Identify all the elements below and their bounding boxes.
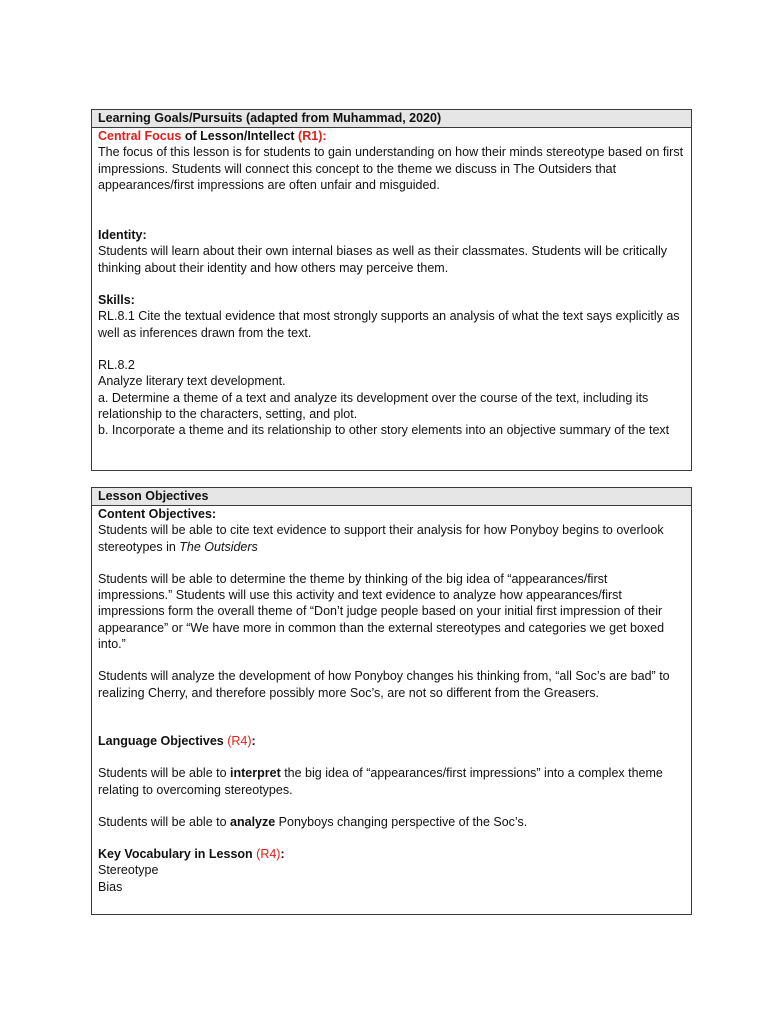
vocab-item: Stereotype (98, 863, 159, 878)
language-objectives-heading (98, 733, 685, 749)
skill-rl82-code: RL.8.2 (98, 357, 135, 372)
skill-rl82-a: a. Determine a theme of a text and analyze its development over the course of the text, including its relationship to the characters, setting, and plot. (98, 390, 649, 421)
content-objectives-heading: Content Objectives: (98, 507, 217, 521)
central-focus-ref: (R1): (298, 129, 327, 143)
language-objective-1 (98, 765, 685, 798)
identity-heading: Identity: (98, 228, 147, 243)
book-title: The Outsiders (179, 539, 258, 554)
central-focus-label-rest: of Lesson/Intellect (181, 129, 299, 143)
learning-goals-content (92, 128, 691, 438)
identity-text: Students will learn about their own internal biases as well as their classmates. Students will be critically thinking about their identity and how others may perceive them. (98, 244, 668, 275)
lesson-objectives-content (92, 506, 691, 895)
vocab-item: Bias (98, 879, 123, 894)
language-objectives-label: Language Objectives (98, 733, 228, 748)
central-focus-heading (98, 128, 685, 144)
central-focus-label: Central Focus (98, 129, 182, 143)
language-objective-2 (98, 814, 685, 830)
content-objective-3: Students will analyze the development of how Ponyboy changes his thinking from, “all Soc’s are bad” to realizing Cherry, and therefore possibly more Soc’s, are not so different from the Greasers. (98, 669, 670, 700)
skill-rl82-b: b. Incorporate a theme and its relationship to other story elements into an objective summary of the text (98, 423, 670, 438)
lesson-objectives-header: Lesson Objectives (92, 488, 691, 506)
language-objectives-ref: (R4) (227, 733, 252, 748)
central-focus-text: The focus of this lesson is for students to gain understanding on how their minds stereotype based on first impressions. Students will connect this concept to the theme we discuss in The Outsiders that appearances/first impressions are often unfair and misguided. (98, 145, 684, 192)
language-objective-1-post: the big idea of “appearances/first impressions” into a complex theme relating to overcoming stereotypes. (98, 766, 663, 797)
content-objective-1 (98, 522, 685, 555)
key-vocabulary-colon: : (280, 847, 285, 862)
language-objective-2-pre: Students will be able to (98, 814, 231, 829)
language-objectives-colon: : (251, 733, 256, 748)
language-objective-1-pre: Students will be able to (98, 766, 231, 781)
skill-rl82-title: Analyze literary text development. (98, 374, 286, 389)
language-objective-2-verb: analyze (230, 814, 276, 829)
skills-heading: Skills: (98, 293, 135, 308)
language-objective-2-post: Ponyboys changing perspective of the Soc’s. (275, 814, 528, 829)
learning-goals-table (91, 109, 692, 471)
key-vocabulary-heading (98, 846, 685, 862)
content-objective-1-text: Students will be able to cite text evidence to support their analysis for how Ponyboy begins to overlook stereotypes in (98, 523, 664, 554)
key-vocabulary-ref: (R4) (256, 847, 281, 862)
learning-goals-header: Learning Goals/Pursuits (adapted from Muhammad, 2020) (92, 110, 691, 128)
content-objective-2: Students will be able to determine the theme by thinking of the big idea of “appearances/first impressions.” Students will use this activity and text evidence to analyze how appearances/first impressions form the overall theme of “Don’t judge people based on your initial first impression of their appearance” or “We have more in common than the external stereotypes and categories we get boxed into.” (98, 571, 665, 652)
skill-rl81: RL.8.1 Cite the textual evidence that most strongly supports an analysis of what the text says explicitly as well as inferences drawn from the text. (98, 309, 680, 340)
language-objective-1-verb: interpret (230, 766, 281, 781)
key-vocabulary-label: Key Vocabulary in Lesson (98, 847, 257, 862)
lesson-objectives-table (91, 487, 692, 915)
